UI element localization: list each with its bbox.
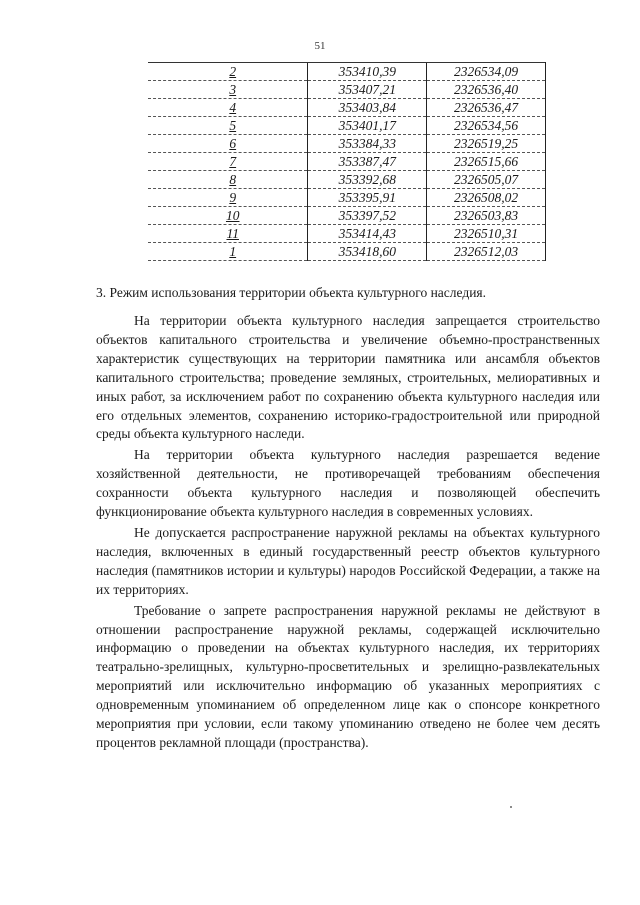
table-row xyxy=(148,153,546,171)
table-row xyxy=(148,207,546,225)
point-number: 8 xyxy=(229,172,237,187)
table-row xyxy=(148,189,546,207)
table-row xyxy=(148,99,546,117)
x-coordinate-cell: 353414,43 xyxy=(308,225,427,243)
point-number-cell xyxy=(148,207,308,225)
x-coordinate-cell: 353410,39 xyxy=(308,63,427,81)
y-coordinate-cell: 2326534,56 xyxy=(427,117,546,135)
point-number-cell xyxy=(148,189,308,207)
x-coordinate-cell: 353401,17 xyxy=(308,117,427,135)
x-coordinate-cell: 353395,91 xyxy=(308,189,427,207)
point-number: 9 xyxy=(229,190,237,205)
point-number: 5 xyxy=(229,118,237,133)
x-coordinate-cell: 353397,52 xyxy=(308,207,427,225)
coordinates-table-body xyxy=(148,63,546,261)
point-number: 1 xyxy=(229,244,237,259)
y-coordinate-cell: 2326510,31 xyxy=(427,225,546,243)
point-number: 4 xyxy=(229,100,237,115)
table-row xyxy=(148,81,546,99)
table-row xyxy=(148,117,546,135)
point-number-cell xyxy=(148,153,308,171)
paragraph-permitted-activity: На территории объекта культурного наследия разрешается ведение хозяйственной деятельности, не противоречащей требованиям обеспечения сохранности объекта культурного наследия и позволяющей обеспечить функционирование объекта культурного наследия в современных условиях. xyxy=(96,447,600,520)
y-coordinate-cell: 2326505,07 xyxy=(427,171,546,189)
y-coordinate-cell: 2326519,25 xyxy=(427,135,546,153)
y-coordinate-cell: 2326536,40 xyxy=(427,81,546,99)
x-coordinate-cell: 353387,47 xyxy=(308,153,427,171)
table-row xyxy=(148,63,546,81)
table-row xyxy=(148,243,546,261)
y-coordinate-cell: 2326515,66 xyxy=(427,153,546,171)
page-number: 51 xyxy=(314,40,326,52)
point-number-cell xyxy=(148,63,308,81)
x-coordinate-cell: 353403,84 xyxy=(308,99,427,117)
y-coordinate-cell: 2326534,09 xyxy=(427,63,546,81)
y-coordinate-cell: 2326512,03 xyxy=(427,243,546,261)
scan-speck xyxy=(510,806,512,808)
point-number-cell xyxy=(148,243,308,261)
point-number-cell xyxy=(148,225,308,243)
table-row xyxy=(148,135,546,153)
point-number: 11 xyxy=(226,226,239,241)
point-number: 10 xyxy=(225,208,240,223)
point-number: 7 xyxy=(229,154,237,169)
section-heading: 3. Режим использования территории объекта культурного наследия. xyxy=(96,285,487,300)
point-number: 3 xyxy=(229,82,237,97)
point-number-cell xyxy=(148,117,308,135)
section-body xyxy=(96,312,600,753)
point-number-cell xyxy=(148,171,308,189)
x-coordinate-cell: 353392,68 xyxy=(308,171,427,189)
point-number: 2 xyxy=(229,64,237,79)
point-number: 6 xyxy=(229,136,237,151)
paragraph-restrictions: На территории объекта культурного наследия запрещается строительство объектов капитального строительства и увеличение объемно-пространственных характеристик существующих на территории памятника или ансамбля объектов капитального строительства; проведение земляных, строительных, мелиоративных и иных работ, за исключением работ по сохранению объекта культурного наследия или его отдельных элементов, сохранению историко-градостроительной или природной среды объекта культурного наследи. xyxy=(96,313,600,442)
coordinates-table xyxy=(148,62,546,261)
y-coordinate-cell: 2326508,02 xyxy=(427,189,546,207)
paragraph-advertising-exception: Требование о запрете распространения наружной рекламы не действуют в отношении распространение наружной рекламы, содержащей исключительно информацию о проведении на объектах культурного наследия, их территориях театрально-зрелищных, культурно-просветительных и зрелищно-развлекательных мероприятий или исключительно информацию об указанных мероприятиях с одновременным упоминанием об определенном лице как о спонсоре конкретного мероприятия при условии, если такому упоминанию отведено не более чем десять процентов рекламной площади (пространства). xyxy=(96,602,600,750)
x-coordinate-cell: 353407,21 xyxy=(308,81,427,99)
x-coordinate-cell: 353418,60 xyxy=(308,243,427,261)
y-coordinate-cell: 2326536,47 xyxy=(427,99,546,117)
y-coordinate-cell: 2326503,83 xyxy=(427,207,546,225)
paragraph-advertising-ban: Не допускается распространение наружной рекламы на объектах культурного наследия, включенных в единый государственный реестр объектов культурного наследия (памятников истории и культуры) народов Российской Федерации, а также на их территориях. xyxy=(96,524,600,597)
table-row xyxy=(148,225,546,243)
point-number-cell xyxy=(148,135,308,153)
table-row xyxy=(148,171,546,189)
point-number-cell xyxy=(148,99,308,117)
x-coordinate-cell: 353384,33 xyxy=(308,135,427,153)
point-number-cell xyxy=(148,81,308,99)
